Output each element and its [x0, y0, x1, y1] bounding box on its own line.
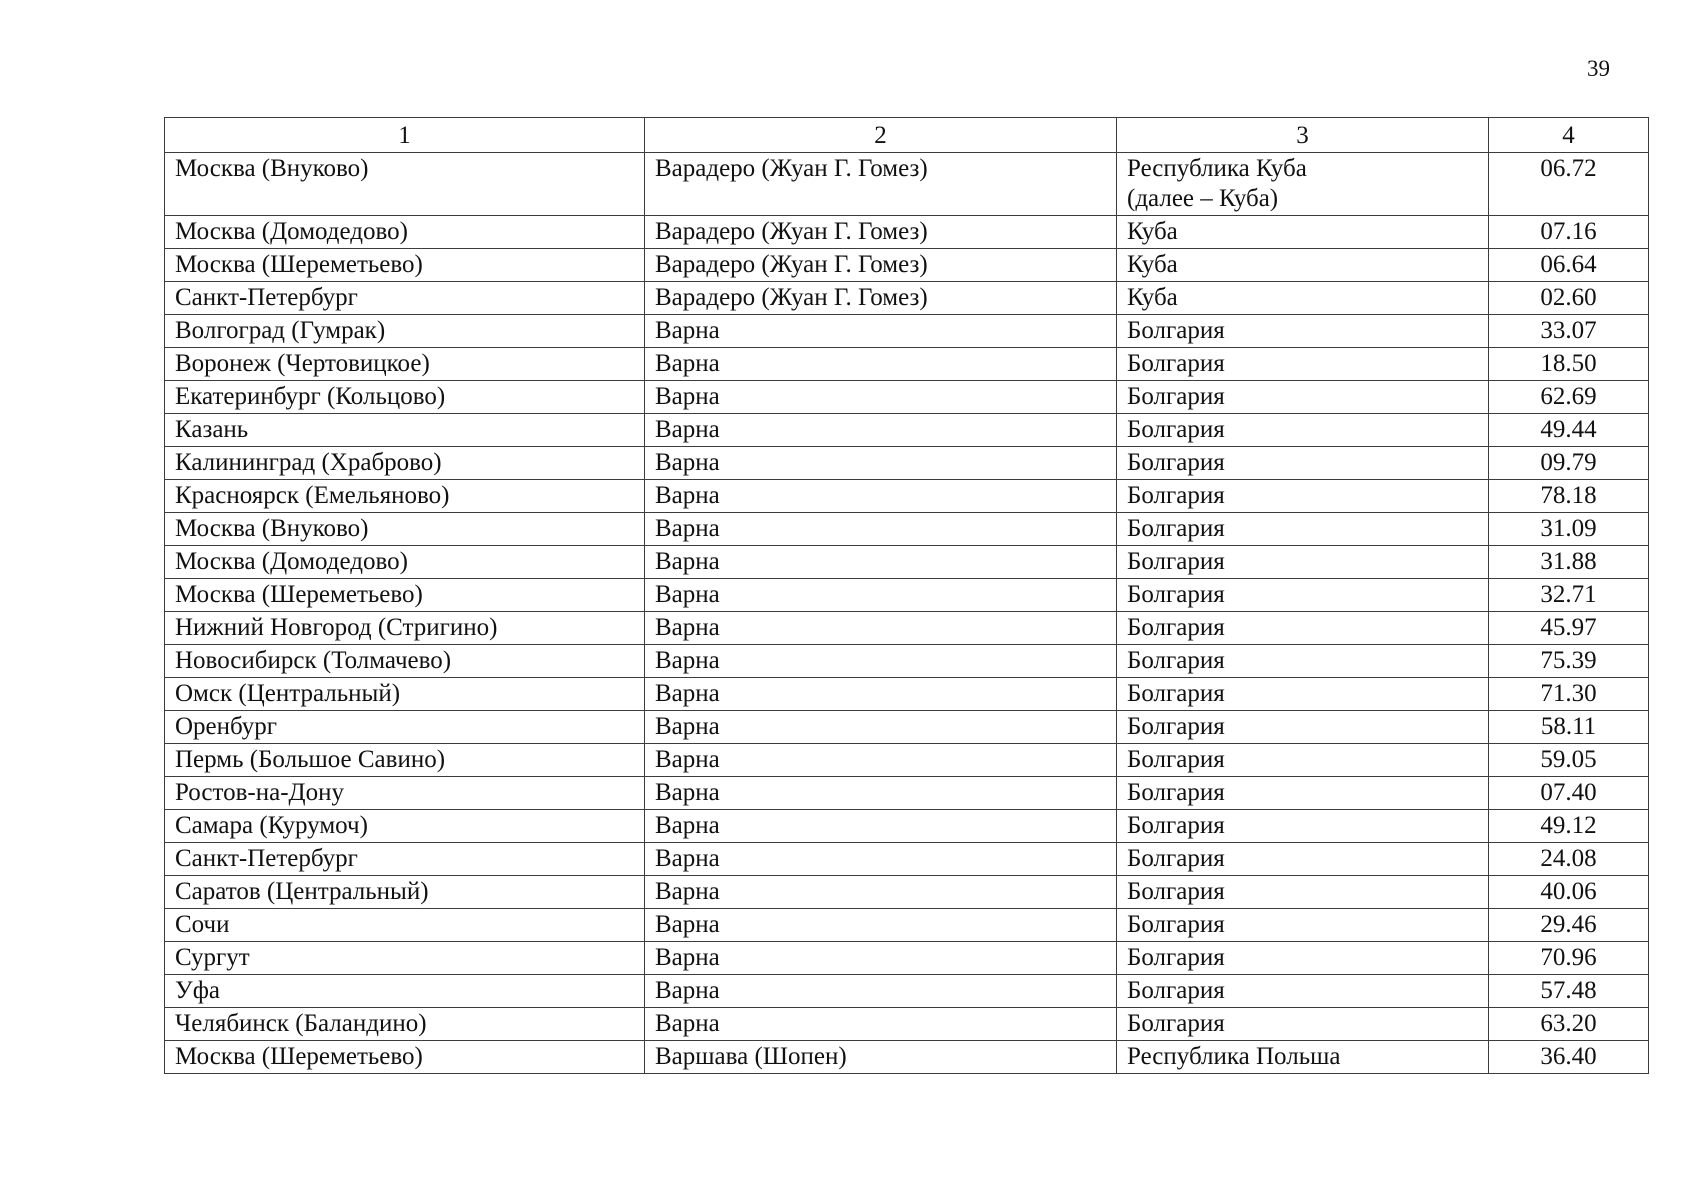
value-cell: 29.46 — [1489, 909, 1649, 942]
departure-airport-cell: Ростов-на-Дону — [165, 777, 645, 810]
table-row — [165, 909, 1649, 942]
departure-airport-cell: Воронеж (Чертовицкое) — [165, 348, 645, 381]
table-row — [165, 249, 1649, 282]
destination-airport-cell: Варна — [645, 909, 1117, 942]
table-row — [165, 414, 1649, 447]
destination-airport-cell: Варна — [645, 579, 1117, 612]
country-line: Болгария — [1127, 680, 1225, 707]
country-cell — [1117, 414, 1489, 447]
destination-airport-cell: Варна — [645, 1008, 1117, 1041]
country-cell — [1117, 480, 1489, 513]
departure-airport-cell: Новосибирск (Толмачево) — [165, 645, 645, 678]
table-row — [165, 579, 1649, 612]
departure-airport-cell: Москва (Шереметьево) — [165, 249, 645, 282]
country-cell — [1117, 678, 1489, 711]
departure-airport-cell: Уфа — [165, 975, 645, 1008]
country-line: Болгария — [1127, 977, 1225, 1004]
value-cell: 06.64 — [1489, 249, 1649, 282]
country-line: Республика Польша — [1127, 1043, 1341, 1070]
departure-airport-cell: Москва (Шереметьево) — [165, 579, 645, 612]
country-cell — [1117, 1041, 1489, 1074]
column-number-3: 3 — [1117, 118, 1489, 153]
table-row — [165, 1041, 1649, 1074]
country-cell — [1117, 909, 1489, 942]
departure-airport-cell: Нижний Новгород (Стригино) — [165, 612, 645, 645]
country-cell — [1117, 645, 1489, 678]
value-cell: 40.06 — [1489, 876, 1649, 909]
destination-airport-cell: Варшава (Шопен) — [645, 1041, 1117, 1074]
country-line: Болгария — [1127, 383, 1225, 410]
departure-airport-cell: Сургут — [165, 942, 645, 975]
country-cell — [1117, 447, 1489, 480]
value-cell: 58.11 — [1489, 711, 1649, 744]
departure-airport-cell: Саратов (Центральный) — [165, 876, 645, 909]
page-number: 39 — [1587, 56, 1610, 81]
country-line: Республика Куба — [1127, 155, 1307, 182]
country-line: Болгария — [1127, 449, 1225, 476]
country-line: Куба — [1127, 284, 1178, 311]
departure-airport-cell: Челябинск (Баландино) — [165, 1008, 645, 1041]
table-row — [165, 513, 1649, 546]
table-body — [165, 118, 1649, 1074]
value-cell: 63.20 — [1489, 1008, 1649, 1041]
destination-airport-cell: Варадеро (Жуан Г. Гомез) — [645, 216, 1117, 249]
departure-airport-cell: Москва (Внуково) — [165, 513, 645, 546]
departure-airport-cell: Оренбург — [165, 711, 645, 744]
departure-airport-cell: Калининград (Храброво) — [165, 447, 645, 480]
table-row — [165, 645, 1649, 678]
value-cell: 49.44 — [1489, 414, 1649, 447]
destination-airport-cell: Варна — [645, 975, 1117, 1008]
value-cell: 70.96 — [1489, 942, 1649, 975]
destination-airport-cell: Варна — [645, 711, 1117, 744]
country-cell — [1117, 843, 1489, 876]
value-cell: 75.39 — [1489, 645, 1649, 678]
destination-airport-cell: Варна — [645, 876, 1117, 909]
country-line: Болгария — [1127, 911, 1225, 938]
table-row — [165, 843, 1649, 876]
departure-airport-cell: Санкт-Петербург — [165, 282, 645, 315]
country-line: Болгария — [1127, 482, 1225, 509]
value-cell: 49.12 — [1489, 810, 1649, 843]
destination-airport-cell: Варна — [645, 678, 1117, 711]
destination-airport-cell: Варадеро (Жуан Г. Гомез) — [645, 153, 1117, 216]
departure-airport-cell: Санкт-Петербург — [165, 843, 645, 876]
column-number-2: 2 — [645, 118, 1117, 153]
destination-airport-cell: Варна — [645, 777, 1117, 810]
departure-airport-cell: Москва (Внуково) — [165, 153, 645, 216]
routes-table — [164, 117, 1649, 1074]
country-cell — [1117, 1008, 1489, 1041]
table-row — [165, 876, 1649, 909]
country-line: Болгария — [1127, 779, 1225, 806]
country-cell — [1117, 381, 1489, 414]
destination-airport-cell: Варна — [645, 612, 1117, 645]
destination-airport-cell: Варадеро (Жуан Г. Гомез) — [645, 249, 1117, 282]
value-cell: 02.60 — [1489, 282, 1649, 315]
country-line: Болгария — [1127, 713, 1225, 740]
country-cell — [1117, 282, 1489, 315]
destination-airport-cell: Варна — [645, 546, 1117, 579]
country-line: Болгария — [1127, 515, 1225, 542]
column-number-4: 4 — [1489, 118, 1649, 153]
value-cell: 24.08 — [1489, 843, 1649, 876]
country-cell — [1117, 711, 1489, 744]
table-row — [165, 678, 1649, 711]
country-cell — [1117, 249, 1489, 282]
table-row — [165, 1008, 1649, 1041]
table-row — [165, 315, 1649, 348]
country-line: Болгария — [1127, 1010, 1225, 1037]
country-line: Болгария — [1127, 317, 1225, 344]
departure-airport-cell: Москва (Домодедово) — [165, 216, 645, 249]
country-cell — [1117, 612, 1489, 645]
column-number-1: 1 — [165, 118, 645, 153]
value-cell: 31.88 — [1489, 546, 1649, 579]
departure-airport-cell: Казань — [165, 414, 645, 447]
table-row — [165, 348, 1649, 381]
country-line: Куба — [1127, 251, 1178, 278]
value-cell: 06.72 — [1489, 153, 1649, 216]
destination-airport-cell: Варна — [645, 810, 1117, 843]
country-cell — [1117, 975, 1489, 1008]
table-row — [165, 447, 1649, 480]
table-row — [165, 381, 1649, 414]
departure-airport-cell: Самара (Курумоч) — [165, 810, 645, 843]
country-cell — [1117, 513, 1489, 546]
country-line: Болгария — [1127, 350, 1225, 377]
table-row — [165, 216, 1649, 249]
country-cell — [1117, 744, 1489, 777]
departure-airport-cell: Москва (Шереметьево) — [165, 1041, 645, 1074]
table-row — [165, 942, 1649, 975]
table-row — [165, 744, 1649, 777]
value-cell: 07.16 — [1489, 216, 1649, 249]
destination-airport-cell: Варна — [645, 645, 1117, 678]
table-row — [165, 975, 1649, 1008]
destination-airport-cell: Варна — [645, 843, 1117, 876]
country-line: Куба — [1127, 218, 1178, 245]
country-cell — [1117, 942, 1489, 975]
country-line: Болгария — [1127, 614, 1225, 641]
value-cell: 36.40 — [1489, 1041, 1649, 1074]
country-line: Болгария — [1127, 416, 1225, 443]
value-cell: 32.71 — [1489, 579, 1649, 612]
value-cell: 62.69 — [1489, 381, 1649, 414]
table-row — [165, 480, 1649, 513]
table-row — [165, 612, 1649, 645]
country-cell — [1117, 153, 1489, 216]
country-cell — [1117, 348, 1489, 381]
country-line: Болгария — [1127, 944, 1225, 971]
country-cell — [1117, 579, 1489, 612]
country-cell — [1117, 810, 1489, 843]
country-line: Болгария — [1127, 812, 1225, 839]
country-line: Болгария — [1127, 581, 1225, 608]
table-row — [165, 546, 1649, 579]
departure-airport-cell: Красноярск (Емельяново) — [165, 480, 645, 513]
departure-airport-cell: Омск (Центральный) — [165, 678, 645, 711]
departure-airport-cell: Волгоград (Гумрак) — [165, 315, 645, 348]
value-cell: 18.50 — [1489, 348, 1649, 381]
value-cell: 07.40 — [1489, 777, 1649, 810]
value-cell: 57.48 — [1489, 975, 1649, 1008]
value-cell: 71.30 — [1489, 678, 1649, 711]
departure-airport-cell: Екатеринбург (Кольцово) — [165, 381, 645, 414]
country-cell — [1117, 315, 1489, 348]
value-cell: 78.18 — [1489, 480, 1649, 513]
country-line: Болгария — [1127, 878, 1225, 905]
destination-airport-cell: Варадеро (Жуан Г. Гомез) — [645, 282, 1117, 315]
country-cell — [1117, 876, 1489, 909]
destination-airport-cell: Варна — [645, 348, 1117, 381]
table-row — [165, 711, 1649, 744]
departure-airport-cell: Сочи — [165, 909, 645, 942]
departure-airport-cell: Москва (Домодедово) — [165, 546, 645, 579]
destination-airport-cell: Варна — [645, 381, 1117, 414]
destination-airport-cell: Варна — [645, 513, 1117, 546]
table-row — [165, 810, 1649, 843]
country-line: Болгария — [1127, 845, 1225, 872]
country-cell — [1117, 216, 1489, 249]
value-cell: 33.07 — [1489, 315, 1649, 348]
destination-airport-cell: Варна — [645, 315, 1117, 348]
country-line: Болгария — [1127, 548, 1225, 575]
value-cell: 09.79 — [1489, 447, 1649, 480]
value-cell: 45.97 — [1489, 612, 1649, 645]
destination-airport-cell: Варна — [645, 480, 1117, 513]
table-row — [165, 282, 1649, 315]
table-header-row — [165, 118, 1649, 153]
value-cell: 31.09 — [1489, 513, 1649, 546]
destination-airport-cell: Варна — [645, 744, 1117, 777]
country-line: Болгария — [1127, 647, 1225, 674]
table-row — [165, 777, 1649, 810]
destination-airport-cell: Варна — [645, 447, 1117, 480]
table-row — [165, 153, 1649, 216]
destination-airport-cell: Варна — [645, 942, 1117, 975]
country-cell — [1117, 546, 1489, 579]
country-cell — [1117, 777, 1489, 810]
departure-airport-cell: Пермь (Большое Савино) — [165, 744, 645, 777]
country-line: (далее – Куба) — [1127, 185, 1279, 212]
country-line: Болгария — [1127, 746, 1225, 773]
value-cell: 59.05 — [1489, 744, 1649, 777]
destination-airport-cell: Варна — [645, 414, 1117, 447]
